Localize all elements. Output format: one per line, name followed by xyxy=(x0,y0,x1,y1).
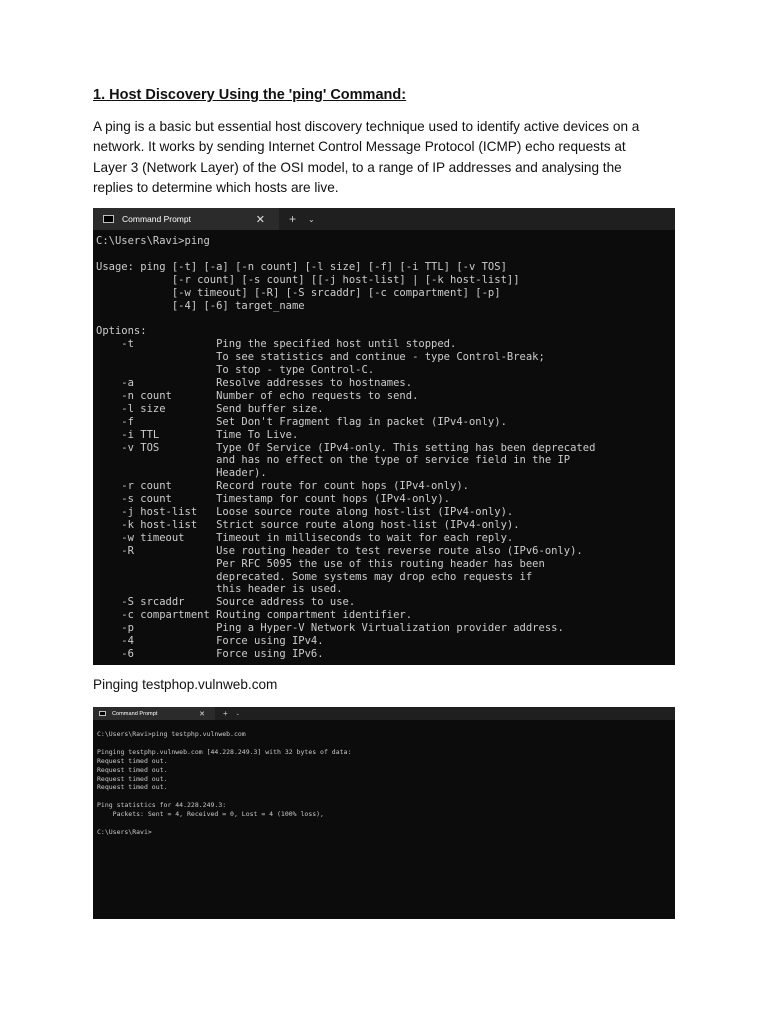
terminal-output: C:\Users\Ravi>ping Usage: ping [-t] [-a] [-n count] [-l size] [-f] [-i TTL] [-v TOS] [-r count] [-s count] [[-j host-list] | [-k host-list]] [-w timeout] [-R] [-S srcaddr] [-c compartment] [-p] [-4] [-6] target_name Options: -t Ping the specified host until stopped. To see statistics and continue - type Control-Break; To stop - type Control-C. -a Resolve addresses to hostnames. -n count Number of echo requests to send. -l size Send buffer size. -f Set Don't Fragment flag in packet (IPv4-only). -i TTL Time To Live. -v TOS Type Of Service (IPv4-only. This setting has been deprecated and has no effect on the type of service field in the IP Header). -r count Record route for count hops (IPv4-only). -s count Timestamp for count hops (IPv4-only). -j host-list Loose source route along host-list (IPv4-only). -k host-list Strict source route along host-list (IPv4-only). -w timeout Timeout in milliseconds to wait for each reply. -R Use routing header to test reverse route also (IPv6-only). Per RFC 5095 the use of this routing header has been deprecated. Some systems may drop echo requests if this header is used. -S srcaddr Source address to use. -c compartment Routing compartment identifier. -p Ping a Hyper-V Network Virtualization provider address. -4 Force using IPv4. -6 Force using IPv6. xyxy=(96,235,596,660)
paragraph-line: A ping is a basic but essential host discovery technique used to identify active devices on a xyxy=(93,119,640,134)
close-icon[interactable]: ✕ xyxy=(255,213,265,226)
tab-title: Command Prompt xyxy=(122,214,191,224)
screenshot-caption: Pinging testphop.vulnweb.com xyxy=(93,677,278,692)
terminal-tab-bar xyxy=(93,208,675,230)
intro-paragraph xyxy=(93,117,683,198)
paragraph-line: replies to determine which hosts are live. xyxy=(93,179,339,195)
terminal-window-ping-usage xyxy=(93,208,675,665)
paragraph-line: Layer 3 (Network Layer) of the OSI model, to a range of IP addresses and analysing the xyxy=(93,159,622,175)
chevron-down-icon[interactable]: ⌄ xyxy=(308,214,315,224)
terminal-tab-bar xyxy=(93,707,675,720)
new-tab-plus-icon[interactable]: + xyxy=(223,709,228,718)
tab-title: Command Prompt xyxy=(112,710,158,717)
chevron-down-icon[interactable]: ⌄ xyxy=(235,710,240,717)
new-tab-plus-icon[interactable]: + xyxy=(289,212,297,226)
terminal-tab[interactable] xyxy=(93,208,279,230)
terminal-icon xyxy=(99,711,106,716)
paragraph-line: network. It works by sending Internet Control Message Protocol (ICMP) echo requests at xyxy=(93,139,626,155)
terminal-icon xyxy=(103,215,114,223)
close-icon[interactable]: ✕ xyxy=(199,710,205,718)
terminal-output: C:\Users\Ravi>ping testphp.vulnweb.com Pinging testphp.vulnweb.com [44.228.249.3] with 32 bytes of data: Request timed out. Request timed out. Request timed out. Request timed out. Ping statistics for 44.228.249.3: Packets: Sent = 4, Received = 0, Lost = 4 (100% loss), C:\Users\Ravi> xyxy=(97,730,352,836)
terminal-window-ping-target xyxy=(93,707,675,919)
terminal-tab[interactable] xyxy=(93,707,215,720)
section-heading: 1. Host Discovery Using the 'ping' Command: xyxy=(93,87,407,103)
